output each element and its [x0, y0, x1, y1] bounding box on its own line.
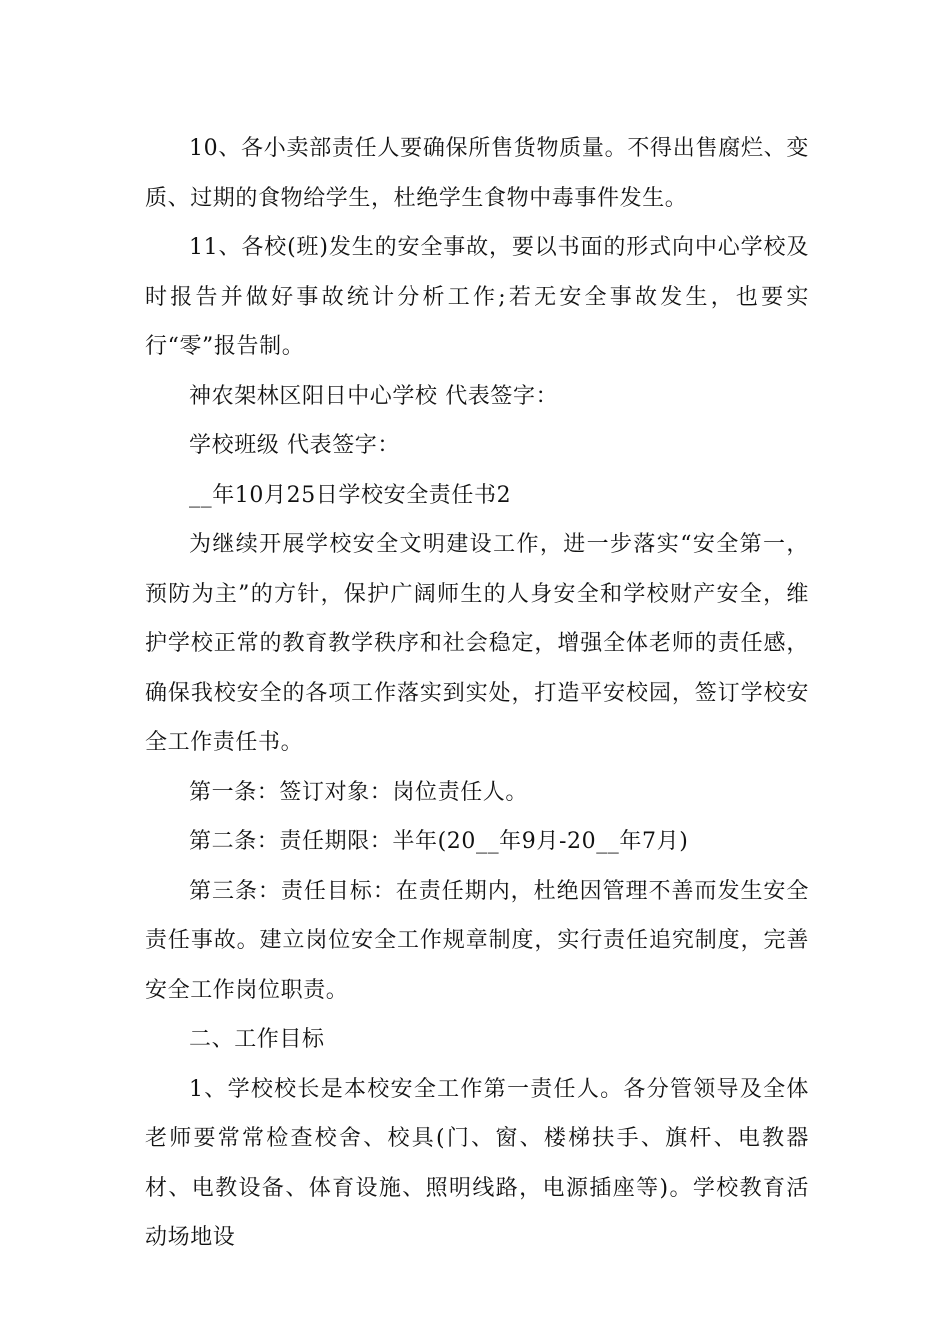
intro-paragraph: 为继续开展学校安全文明建设工作，进一步落实“安全第一，预防为主”的方针，保护广阔师生的人身安全和学校财产安全，维护学校正常的教育教学秩序和社会稳定，增强全体老师的责任感，确保我校安全的各项工作落实到实处，打造平安校园，签订学校安全工作责任书。: [145, 532, 809, 755]
goal-item-1: 1、学校校长是本校安全工作第一责任人。各分管领导及全体老师要常常检查校舍、校具(门、窗、楼梯扶手、旗杆、电教器材、电教设备、体育设施、照明线路，电源插座等)。学校教育活动场地设: [145, 1076, 809, 1250]
paragraph-item-11: 11、各校(班)发生的安全事故，要以书面的形式向中心学校及时报告并做好事故统计分析工作;若无安全事故发生，也要实行“零”报告制。: [145, 235, 809, 359]
article-two: 第二条：责任期限：半年(20__年9月-20__年7月): [189, 829, 689, 854]
signature-line-center-school: 神农架林区阳日中心学校 代表签字：: [189, 383, 559, 409]
document-body: [145, 124, 809, 1263]
article-three: 第三条：责任目标：在责任期内，杜绝因管理不善而发生安全责任事故。建立岗位安全工作规章制度，实行责任追究制度，完善安全工作岗位职责。: [145, 878, 809, 1003]
section-heading-work-goals: 二、工作目标: [189, 1027, 325, 1052]
date-and-title-line: __年10月25日学校安全责任书2: [189, 482, 512, 508]
signature-line-class: 学校班级 代表签字：: [189, 433, 400, 458]
article-one: 第一条：签订对象：岗位责任人。: [189, 779, 529, 805]
paragraph-item-10: 10、各小卖部责任人要确保所售货物质量。不得出售腐烂、变质、过期的食物给学生，杜绝学生食物中毒事件发生。: [145, 136, 809, 211]
